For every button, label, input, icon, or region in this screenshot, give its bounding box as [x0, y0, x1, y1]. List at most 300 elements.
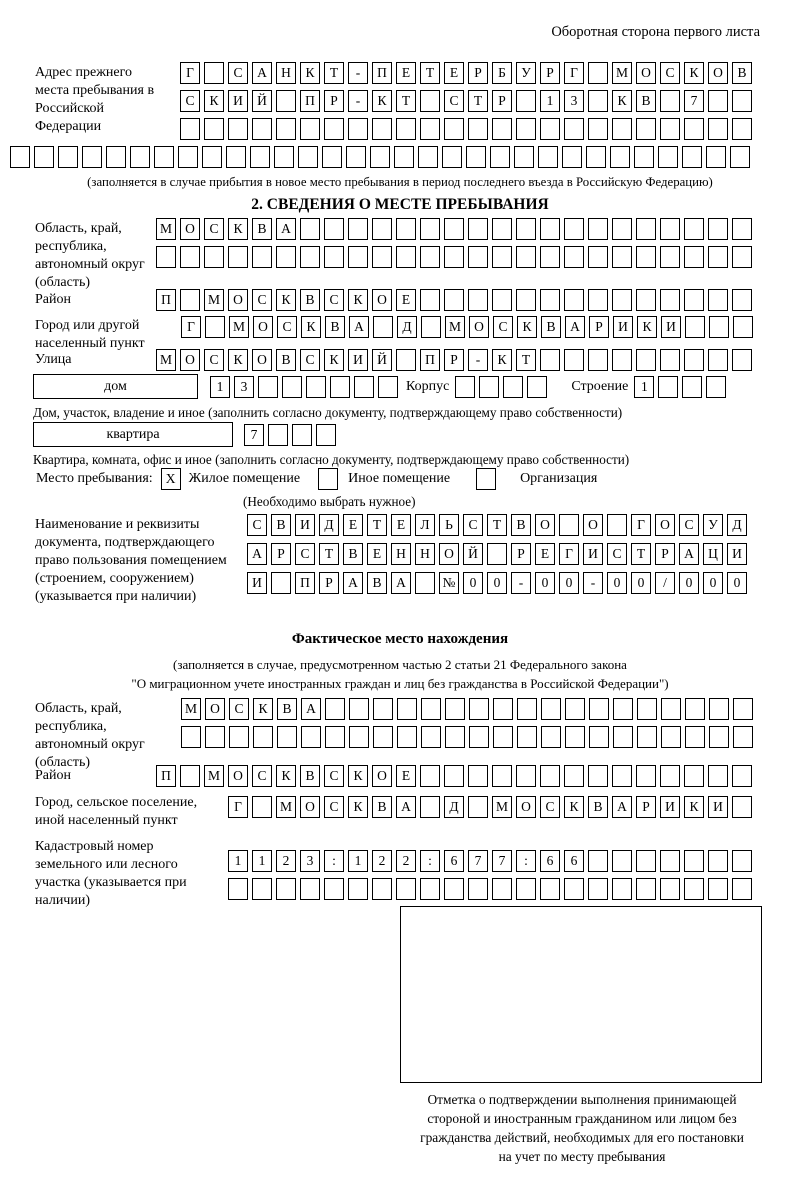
char-cell[interactable] — [660, 878, 680, 900]
char-cell[interactable] — [636, 850, 656, 872]
char-cell[interactable]: 0 — [487, 572, 507, 594]
char-cell[interactable]: Р — [324, 90, 344, 112]
char-cell[interactable]: 1 — [348, 850, 368, 872]
char-cell[interactable]: О — [708, 62, 728, 84]
char-cell[interactable] — [300, 218, 320, 240]
char-cell[interactable] — [516, 289, 536, 311]
char-cell[interactable]: 1 — [634, 376, 654, 398]
char-cell[interactable] — [733, 316, 753, 338]
char-cell[interactable]: - — [468, 349, 488, 371]
char-cell[interactable] — [636, 878, 656, 900]
char-cell[interactable]: М — [612, 62, 632, 84]
char-cell[interactable]: И — [228, 90, 248, 112]
char-cell[interactable]: К — [276, 765, 296, 787]
char-cell[interactable] — [732, 850, 752, 872]
char-cell[interactable]: Р — [655, 543, 675, 565]
char-cell[interactable]: 0 — [727, 572, 747, 594]
char-cell[interactable]: Т — [468, 90, 488, 112]
char-cell[interactable]: Ь — [439, 514, 459, 536]
char-cell[interactable] — [324, 218, 344, 240]
char-cell[interactable]: Е — [396, 62, 416, 84]
char-cell[interactable]: О — [372, 765, 392, 787]
char-cell[interactable]: Р — [468, 62, 488, 84]
char-cell[interactable] — [181, 726, 201, 748]
char-cell[interactable]: О — [228, 765, 248, 787]
char-cell[interactable] — [205, 316, 225, 338]
char-cell[interactable]: О — [655, 514, 675, 536]
char-cell[interactable] — [370, 146, 390, 168]
char-cell[interactable] — [636, 118, 656, 140]
char-cell[interactable] — [660, 218, 680, 240]
char-cell[interactable]: К — [612, 90, 632, 112]
char-cell[interactable] — [154, 146, 174, 168]
char-cell[interactable] — [378, 376, 398, 398]
char-cell[interactable]: Г — [559, 543, 579, 565]
char-cell[interactable]: 1 — [228, 850, 248, 872]
char-cell[interactable] — [348, 118, 368, 140]
char-cell[interactable]: 2 — [372, 850, 392, 872]
char-cell[interactable] — [564, 878, 584, 900]
char-cell[interactable] — [228, 878, 248, 900]
char-cell[interactable]: С — [300, 349, 320, 371]
char-cell[interactable]: Й — [372, 349, 392, 371]
char-cell[interactable] — [708, 850, 728, 872]
char-cell[interactable]: Т — [319, 543, 339, 565]
char-cell[interactable] — [316, 424, 336, 446]
char-cell[interactable]: 6 — [444, 850, 464, 872]
char-cell[interactable]: Р — [540, 62, 560, 84]
char-cell[interactable] — [204, 118, 224, 140]
char-cell[interactable] — [444, 218, 464, 240]
char-cell[interactable] — [730, 146, 750, 168]
char-cell[interactable]: П — [372, 62, 392, 84]
char-cell[interactable] — [540, 349, 560, 371]
char-cell[interactable]: 3 — [300, 850, 320, 872]
char-cell[interactable] — [130, 146, 150, 168]
char-cell[interactable]: П — [295, 572, 315, 594]
char-cell[interactable] — [372, 878, 392, 900]
char-cell[interactable] — [276, 118, 296, 140]
char-cell[interactable]: Т — [367, 514, 387, 536]
char-cell[interactable] — [301, 726, 321, 748]
char-cell[interactable] — [540, 218, 560, 240]
char-cell[interactable]: К — [228, 218, 248, 240]
char-cell[interactable]: И — [727, 543, 747, 565]
char-cell[interactable] — [180, 765, 200, 787]
char-cell[interactable]: К — [517, 316, 537, 338]
char-cell[interactable] — [180, 118, 200, 140]
char-cell[interactable] — [660, 850, 680, 872]
char-cell[interactable] — [658, 146, 678, 168]
char-cell[interactable]: И — [583, 543, 603, 565]
char-cell[interactable]: П — [420, 349, 440, 371]
char-cell[interactable] — [469, 698, 489, 720]
char-cell[interactable] — [540, 246, 560, 268]
char-cell[interactable]: К — [348, 796, 368, 818]
char-cell[interactable]: С — [228, 62, 248, 84]
char-cell[interactable] — [271, 572, 291, 594]
char-cell[interactable] — [444, 878, 464, 900]
char-cell[interactable] — [421, 726, 441, 748]
char-cell[interactable] — [588, 246, 608, 268]
char-cell[interactable] — [588, 349, 608, 371]
char-cell[interactable]: В — [277, 698, 297, 720]
char-cell[interactable]: С — [252, 289, 272, 311]
char-cell[interactable] — [325, 698, 345, 720]
char-cell[interactable]: М — [156, 218, 176, 240]
checkbox-zhiloe[interactable]: X — [161, 468, 181, 490]
char-cell[interactable] — [708, 118, 728, 140]
char-cell[interactable] — [180, 289, 200, 311]
char-cell[interactable] — [349, 698, 369, 720]
char-cell[interactable] — [444, 765, 464, 787]
char-cell[interactable]: 7 — [468, 850, 488, 872]
char-cell[interactable] — [564, 289, 584, 311]
char-cell[interactable] — [612, 765, 632, 787]
char-cell[interactable] — [612, 289, 632, 311]
char-cell[interactable] — [469, 726, 489, 748]
char-cell[interactable]: В — [636, 90, 656, 112]
char-cell[interactable]: С — [540, 796, 560, 818]
char-cell[interactable]: Р — [444, 349, 464, 371]
char-cell[interactable] — [516, 90, 536, 112]
char-cell[interactable]: А — [343, 572, 363, 594]
char-cell[interactable] — [709, 698, 729, 720]
char-cell[interactable] — [373, 726, 393, 748]
char-cell[interactable] — [708, 878, 728, 900]
char-cell[interactable] — [277, 726, 297, 748]
char-cell[interactable] — [455, 376, 475, 398]
char-cell[interactable] — [612, 878, 632, 900]
char-cell[interactable]: А — [679, 543, 699, 565]
char-cell[interactable] — [684, 118, 704, 140]
char-cell[interactable]: В — [325, 316, 345, 338]
char-cell[interactable]: Ц — [703, 543, 723, 565]
char-cell[interactable]: К — [372, 90, 392, 112]
char-cell[interactable] — [660, 246, 680, 268]
char-cell[interactable]: В — [300, 765, 320, 787]
char-cell[interactable] — [396, 218, 416, 240]
char-cell[interactable] — [228, 118, 248, 140]
char-cell[interactable]: С — [607, 543, 627, 565]
char-cell[interactable]: - — [583, 572, 603, 594]
char-cell[interactable] — [322, 146, 342, 168]
char-cell[interactable] — [540, 118, 560, 140]
char-cell[interactable] — [373, 698, 393, 720]
char-cell[interactable]: М — [156, 349, 176, 371]
char-cell[interactable] — [396, 878, 416, 900]
char-cell[interactable]: - — [348, 62, 368, 84]
char-cell[interactable] — [516, 246, 536, 268]
char-cell[interactable] — [492, 765, 512, 787]
char-cell[interactable]: 7 — [492, 850, 512, 872]
char-cell[interactable]: В — [252, 218, 272, 240]
char-cell[interactable]: А — [247, 543, 267, 565]
char-cell[interactable] — [372, 118, 392, 140]
char-cell[interactable]: К — [204, 90, 224, 112]
char-cell[interactable] — [394, 146, 414, 168]
char-cell[interactable] — [300, 118, 320, 140]
char-cell[interactable] — [421, 316, 441, 338]
char-cell[interactable]: / — [655, 572, 675, 594]
char-cell[interactable] — [324, 246, 344, 268]
char-cell[interactable]: О — [252, 349, 272, 371]
char-cell[interactable] — [468, 246, 488, 268]
char-cell[interactable] — [588, 289, 608, 311]
char-cell[interactable] — [607, 514, 627, 536]
char-cell[interactable] — [34, 146, 54, 168]
char-cell[interactable] — [732, 118, 752, 140]
char-cell[interactable]: С — [679, 514, 699, 536]
char-cell[interactable]: М — [204, 289, 224, 311]
char-cell[interactable] — [732, 218, 752, 240]
char-cell[interactable]: О — [205, 698, 225, 720]
char-cell[interactable]: И — [247, 572, 267, 594]
char-cell[interactable] — [421, 698, 441, 720]
char-cell[interactable] — [540, 765, 560, 787]
char-cell[interactable] — [540, 289, 560, 311]
char-cell[interactable]: Д — [444, 796, 464, 818]
char-cell[interactable]: М — [204, 765, 224, 787]
char-cell[interactable]: С — [247, 514, 267, 536]
char-cell[interactable] — [487, 543, 507, 565]
char-cell[interactable] — [348, 218, 368, 240]
char-cell[interactable] — [252, 796, 272, 818]
char-cell[interactable] — [228, 246, 248, 268]
char-cell[interactable] — [733, 698, 753, 720]
char-cell[interactable]: 1 — [540, 90, 560, 112]
char-cell[interactable]: Е — [391, 514, 411, 536]
char-cell[interactable] — [541, 698, 561, 720]
char-cell[interactable] — [354, 376, 374, 398]
char-cell[interactable]: А — [349, 316, 369, 338]
char-cell[interactable] — [492, 289, 512, 311]
char-cell[interactable] — [708, 218, 728, 240]
char-cell[interactable] — [732, 765, 752, 787]
char-cell[interactable] — [396, 349, 416, 371]
char-cell[interactable] — [372, 218, 392, 240]
char-cell[interactable]: : — [516, 850, 536, 872]
char-cell[interactable]: А — [565, 316, 585, 338]
char-cell[interactable] — [612, 218, 632, 240]
char-cell[interactable] — [684, 289, 704, 311]
char-cell[interactable]: О — [228, 289, 248, 311]
char-cell[interactable]: Л — [415, 514, 435, 536]
char-cell[interactable] — [516, 878, 536, 900]
char-cell[interactable] — [202, 146, 222, 168]
char-cell[interactable]: : — [324, 850, 344, 872]
char-cell[interactable] — [252, 878, 272, 900]
char-cell[interactable] — [708, 90, 728, 112]
char-cell[interactable] — [468, 765, 488, 787]
char-cell[interactable]: В — [541, 316, 561, 338]
char-cell[interactable]: К — [253, 698, 273, 720]
char-cell[interactable]: С — [660, 62, 680, 84]
char-cell[interactable] — [276, 246, 296, 268]
char-cell[interactable] — [397, 698, 417, 720]
char-cell[interactable] — [588, 218, 608, 240]
char-cell[interactable] — [298, 146, 318, 168]
char-cell[interactable]: В — [588, 796, 608, 818]
char-cell[interactable]: В — [271, 514, 291, 536]
char-cell[interactable] — [732, 349, 752, 371]
char-cell[interactable] — [276, 878, 296, 900]
char-cell[interactable]: О — [253, 316, 273, 338]
char-cell[interactable] — [732, 90, 752, 112]
char-cell[interactable]: Й — [463, 543, 483, 565]
char-cell[interactable]: И — [708, 796, 728, 818]
char-cell[interactable]: Н — [391, 543, 411, 565]
char-cell[interactable] — [205, 726, 225, 748]
char-cell[interactable] — [468, 118, 488, 140]
char-cell[interactable]: С — [295, 543, 315, 565]
char-cell[interactable] — [229, 726, 249, 748]
char-cell[interactable]: М — [492, 796, 512, 818]
char-cell[interactable] — [348, 246, 368, 268]
char-cell[interactable]: С — [277, 316, 297, 338]
char-cell[interactable] — [444, 246, 464, 268]
char-cell[interactable] — [516, 118, 536, 140]
char-cell[interactable]: 0 — [679, 572, 699, 594]
char-cell[interactable]: М — [276, 796, 296, 818]
char-cell[interactable]: А — [612, 796, 632, 818]
char-cell[interactable]: 1 — [252, 850, 272, 872]
char-cell[interactable] — [282, 376, 302, 398]
char-cell[interactable] — [636, 349, 656, 371]
char-cell[interactable]: Р — [511, 543, 531, 565]
char-cell[interactable]: А — [252, 62, 272, 84]
char-cell[interactable] — [204, 246, 224, 268]
char-cell[interactable]: П — [156, 289, 176, 311]
char-cell[interactable] — [589, 726, 609, 748]
char-cell[interactable] — [178, 146, 198, 168]
char-cell[interactable]: Е — [535, 543, 555, 565]
char-cell[interactable] — [420, 218, 440, 240]
char-cell[interactable] — [684, 218, 704, 240]
char-cell[interactable]: 2 — [276, 850, 296, 872]
char-cell[interactable] — [588, 850, 608, 872]
char-cell[interactable]: Р — [636, 796, 656, 818]
char-cell[interactable] — [10, 146, 30, 168]
char-cell[interactable] — [324, 118, 344, 140]
char-cell[interactable] — [420, 118, 440, 140]
char-cell[interactable] — [372, 246, 392, 268]
char-cell[interactable]: И — [613, 316, 633, 338]
char-cell[interactable] — [276, 90, 296, 112]
char-cell[interactable]: Т — [631, 543, 651, 565]
char-cell[interactable] — [709, 316, 729, 338]
char-cell[interactable]: К — [492, 349, 512, 371]
char-cell[interactable] — [708, 289, 728, 311]
char-cell[interactable]: Е — [367, 543, 387, 565]
char-cell[interactable]: И — [660, 796, 680, 818]
char-cell[interactable]: 0 — [463, 572, 483, 594]
char-cell[interactable] — [492, 878, 512, 900]
char-cell[interactable]: К — [276, 289, 296, 311]
char-cell[interactable]: 3 — [234, 376, 254, 398]
char-cell[interactable] — [658, 376, 678, 398]
char-cell[interactable] — [684, 878, 704, 900]
char-cell[interactable] — [684, 765, 704, 787]
char-cell[interactable]: Е — [396, 765, 416, 787]
char-cell[interactable]: С — [324, 289, 344, 311]
char-cell[interactable]: К — [324, 349, 344, 371]
char-cell[interactable]: 0 — [535, 572, 555, 594]
char-cell[interactable]: В — [372, 796, 392, 818]
char-cell[interactable] — [637, 726, 657, 748]
char-cell[interactable] — [442, 146, 462, 168]
char-cell[interactable] — [420, 246, 440, 268]
char-cell[interactable]: Т — [516, 349, 536, 371]
char-cell[interactable] — [636, 218, 656, 240]
char-cell[interactable] — [708, 349, 728, 371]
char-cell[interactable] — [634, 146, 654, 168]
char-cell[interactable] — [613, 698, 633, 720]
char-cell[interactable]: О — [300, 796, 320, 818]
char-cell[interactable]: С — [252, 765, 272, 787]
char-cell[interactable] — [564, 246, 584, 268]
char-cell[interactable] — [660, 349, 680, 371]
char-cell[interactable] — [492, 118, 512, 140]
char-cell[interactable] — [156, 246, 176, 268]
char-cell[interactable] — [445, 698, 465, 720]
char-cell[interactable] — [661, 698, 681, 720]
char-cell[interactable] — [588, 118, 608, 140]
char-cell[interactable] — [733, 726, 753, 748]
char-cell[interactable]: 6 — [564, 850, 584, 872]
char-cell[interactable]: О — [469, 316, 489, 338]
char-cell[interactable]: О — [180, 349, 200, 371]
char-cell[interactable]: С — [493, 316, 513, 338]
char-cell[interactable]: 6 — [540, 850, 560, 872]
char-cell[interactable]: Й — [252, 90, 272, 112]
char-cell[interactable] — [564, 118, 584, 140]
char-cell[interactable]: С — [180, 90, 200, 112]
char-cell[interactable] — [565, 698, 585, 720]
char-cell[interactable]: Е — [444, 62, 464, 84]
checkbox-organizaciya[interactable] — [476, 468, 496, 490]
char-cell[interactable]: А — [396, 796, 416, 818]
char-cell[interactable]: 3 — [564, 90, 584, 112]
char-cell[interactable] — [420, 90, 440, 112]
char-cell[interactable] — [586, 146, 606, 168]
char-cell[interactable] — [636, 246, 656, 268]
char-cell[interactable]: О — [516, 796, 536, 818]
char-cell[interactable]: Н — [276, 62, 296, 84]
char-cell[interactable] — [660, 90, 680, 112]
char-cell[interactable] — [397, 726, 417, 748]
char-cell[interactable] — [204, 62, 224, 84]
char-cell[interactable]: К — [348, 289, 368, 311]
char-cell[interactable] — [82, 146, 102, 168]
char-cell[interactable]: К — [301, 316, 321, 338]
char-cell[interactable] — [732, 246, 752, 268]
char-cell[interactable] — [300, 878, 320, 900]
char-cell[interactable] — [564, 349, 584, 371]
char-cell[interactable]: К — [228, 349, 248, 371]
char-cell[interactable] — [493, 698, 513, 720]
char-cell[interactable]: Т — [487, 514, 507, 536]
char-cell[interactable] — [660, 765, 680, 787]
char-cell[interactable] — [559, 514, 579, 536]
char-cell[interactable] — [589, 698, 609, 720]
char-cell[interactable]: Г — [631, 514, 651, 536]
char-cell[interactable]: С — [324, 796, 344, 818]
char-cell[interactable] — [516, 765, 536, 787]
char-cell[interactable] — [637, 698, 657, 720]
char-cell[interactable] — [732, 878, 752, 900]
char-cell[interactable]: И — [295, 514, 315, 536]
